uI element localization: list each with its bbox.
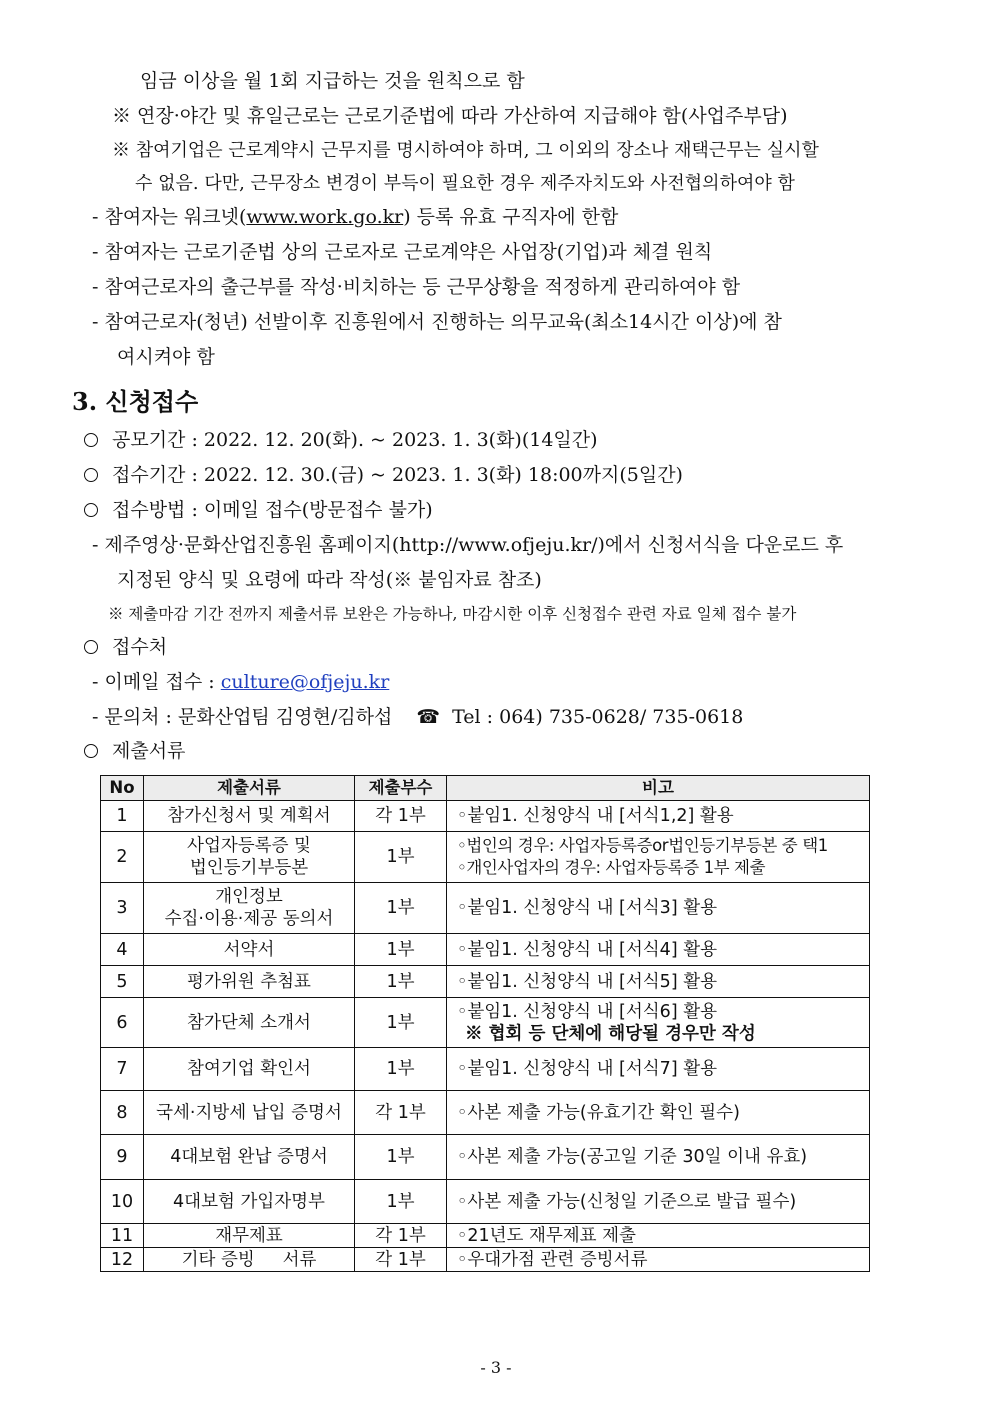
table-row (101, 966, 870, 998)
row-count: 1부 (355, 1048, 447, 1091)
reception-period-item (84, 463, 683, 487)
row-count: 1부 (355, 883, 447, 934)
table-row (101, 883, 870, 934)
period-item (84, 428, 598, 452)
item-text: 접수처 (112, 636, 168, 658)
document-line: 개인정보 (215, 887, 283, 907)
table-row (101, 1248, 870, 1272)
row-note: ◦사본 제출 가능(유효기간 확인 필수) (447, 1091, 870, 1135)
deadline-note: ※ 제출마감 기간 전까지 제출서류 보완은 가능하나, 마감시한 이후 신청접수 관련 자료 일체 접수 불가 (108, 605, 797, 623)
section-title: 3. 신청접수 (72, 387, 199, 416)
worknet-prefix: - 참여자는 워크넷( (92, 206, 247, 228)
row-note: ◦붙임1. 신청양식 내 [서식5] 활용 (447, 966, 870, 998)
document-line: 사업자등록증 및 (187, 836, 311, 856)
page-number: - 3 - (480, 1358, 512, 1377)
header-count: 제출부수 (355, 776, 447, 801)
method-item (84, 498, 433, 522)
row-count: 각 1부 (355, 1091, 447, 1135)
document-line: 법인등기부등본 (189, 858, 309, 878)
item-text: 제출서류 (112, 740, 186, 762)
table-row (101, 1180, 870, 1224)
row-document: 기타 증빙 서류 (144, 1248, 355, 1272)
row-count: 1부 (355, 966, 447, 998)
row-note: ◦붙임1. 신청양식 내 [서식4] 활용 (447, 934, 870, 966)
row-note: ◦우대가점 관련 증빙서류 (447, 1248, 870, 1272)
item-text: 접수기간 : 2022. 12. 30.(금) ~ 2023. 1. 3(화) 18:00까지(5일간) (112, 464, 683, 486)
table-row (101, 1048, 870, 1091)
row-no: 12 (101, 1248, 144, 1272)
row-document: 평가위원 추첨표 (144, 966, 355, 998)
method-detail: - 제주영상·문화산업진흥원 홈페이지(http://www.ofjeju.kr/)에서 신청서식을 다운로드 후 (92, 534, 844, 556)
row-document: 참여기업 확인서 (144, 1048, 355, 1091)
note-line: ※ 참여기업은 근로계약시 근무지를 명시하여야 하며, 그 이외의 장소나 재택근무는 실시할 (112, 140, 819, 161)
header-no: No (101, 776, 144, 801)
table-row (101, 1135, 870, 1180)
dash-line: - 참여근로자의 출근부를 작성·비치하는 등 근무상황을 적정하게 관리하여야 함 (92, 276, 741, 298)
row-count: 1부 (355, 1135, 447, 1180)
table-row (101, 832, 870, 883)
row-no: 10 (101, 1180, 144, 1224)
email-link[interactable]: culture@ofjeju.kr (220, 671, 390, 693)
worknet-link[interactable]: www.work.go.kr (246, 206, 404, 228)
document-line: 수집·이용·제공 동의서 (164, 909, 334, 929)
table-row (101, 1091, 870, 1135)
row-document: 국세·지방세 납입 증명서 (144, 1091, 355, 1135)
row-count: 각 1부 (355, 801, 447, 832)
row-note: ◦붙임1. 신청양식 내 [서식1,2] 활용 (447, 801, 870, 832)
worknet-line (92, 205, 618, 229)
documents-table (100, 775, 870, 1272)
row-note (447, 998, 870, 1048)
dash-line: - 참여근로자(청년) 선발이후 진흥원에서 진행하는 의무교육(최소14시간 이상)에 참 (92, 311, 782, 333)
row-note: ◦붙임1. 신청양식 내 [서식7] 활용 (447, 1048, 870, 1091)
note-line: ◦붙임1. 신청양식 내 [서식6] 활용 (457, 1001, 718, 1022)
worknet-suffix: ) 등록 유효 구직자에 한함 (403, 206, 619, 228)
row-no: 11 (101, 1224, 144, 1248)
documents-item (84, 739, 185, 763)
row-count: 각 1부 (355, 1224, 447, 1248)
row-note: ◦붙임1. 신청양식 내 [서식3] 활용 (447, 883, 870, 934)
contact-text: - 문의처 : 문화산업팀 김영현/김하섭 (92, 706, 393, 728)
header-note: 비고 (447, 776, 870, 801)
note-line: 수 없음. 다만, 근무장소 변경이 부득이 필요한 경우 제주자치도와 사전협의하여야 함 (135, 173, 795, 194)
row-document: 4대보험 완납 증명서 (144, 1135, 355, 1180)
row-no: 7 (101, 1048, 144, 1091)
row-document: 재무제표 (144, 1224, 355, 1248)
row-count: 1부 (355, 832, 447, 883)
row-note: ◦사본 제출 가능(신청일 기준으로 발급 필수) (447, 1180, 870, 1224)
row-document (144, 883, 355, 934)
email-label: - 이메일 접수 : (92, 671, 221, 693)
header-document: 제출서류 (144, 776, 355, 801)
table-row (101, 998, 870, 1048)
row-no: 4 (101, 934, 144, 966)
bold-note-line: ※ 협회 등 단체에 해당될 경우만 작성 (465, 1023, 756, 1044)
row-document: 참가단체 소개서 (144, 998, 355, 1048)
row-document (144, 832, 355, 883)
row-no: 9 (101, 1135, 144, 1180)
row-document: 4대보험 가입자명부 (144, 1180, 355, 1224)
contact-line (92, 705, 743, 729)
phone-icon: ☎ (416, 706, 441, 728)
circle-bullet-icon (84, 468, 98, 482)
table-row (101, 801, 870, 832)
reception-item (84, 635, 167, 659)
row-note: ◦사본 제출 가능(공고일 기준 30일 이내 유효) (447, 1135, 870, 1180)
circle-bullet-icon (84, 503, 98, 517)
note-line: ◦법인의 경우: 사업자등록증or법인등기부등본 중 택1 (457, 836, 828, 855)
item-text: 공모기간 : 2022. 12. 20(화). ~ 2023. 1. 3(화)(14일간) (112, 429, 598, 451)
note-line: ※ 연장·야간 및 휴일근로는 근로기준법에 따라 가산하여 지급해야 함(사업주부담) (112, 105, 788, 127)
row-count: 1부 (355, 998, 447, 1048)
table-row (101, 1224, 870, 1248)
row-note: ◦21년도 재무제표 제출 (447, 1224, 870, 1248)
row-document: 참가신청서 및 계획서 (144, 801, 355, 832)
row-no: 1 (101, 801, 144, 832)
row-count: 1부 (355, 934, 447, 966)
circle-bullet-icon (84, 744, 98, 758)
circle-bullet-icon (84, 433, 98, 447)
row-note (447, 832, 870, 883)
row-no: 2 (101, 832, 144, 883)
item-text: 접수방법 : 이메일 접수(방문접수 불가) (112, 499, 433, 521)
row-count: 각 1부 (355, 1248, 447, 1272)
row-document: 서약서 (144, 934, 355, 966)
note-line: ◦개인사업자의 경우: 사업자등록증 1부 제출 (457, 858, 766, 877)
row-no: 5 (101, 966, 144, 998)
text-line: 임금 이상을 월 1회 지급하는 것을 원칙으로 함 (140, 70, 525, 92)
row-no: 3 (101, 883, 144, 934)
circle-bullet-icon (84, 640, 98, 654)
row-count: 1부 (355, 1180, 447, 1224)
row-no: 8 (101, 1091, 144, 1135)
phone-number: Tel : 064) 735-0628/ 735-0618 (452, 706, 744, 728)
dash-line: - 참여자는 근로기준법 상의 근로자로 근로계약은 사업장(기업)과 체결 원칙 (92, 241, 713, 263)
email-line (92, 670, 389, 694)
row-no: 6 (101, 998, 144, 1048)
table-row (101, 934, 870, 966)
method-detail: 지정된 양식 및 요령에 따라 작성(※ 붙임자료 참조) (117, 569, 542, 591)
dash-line: 여시켜야 함 (117, 346, 215, 368)
